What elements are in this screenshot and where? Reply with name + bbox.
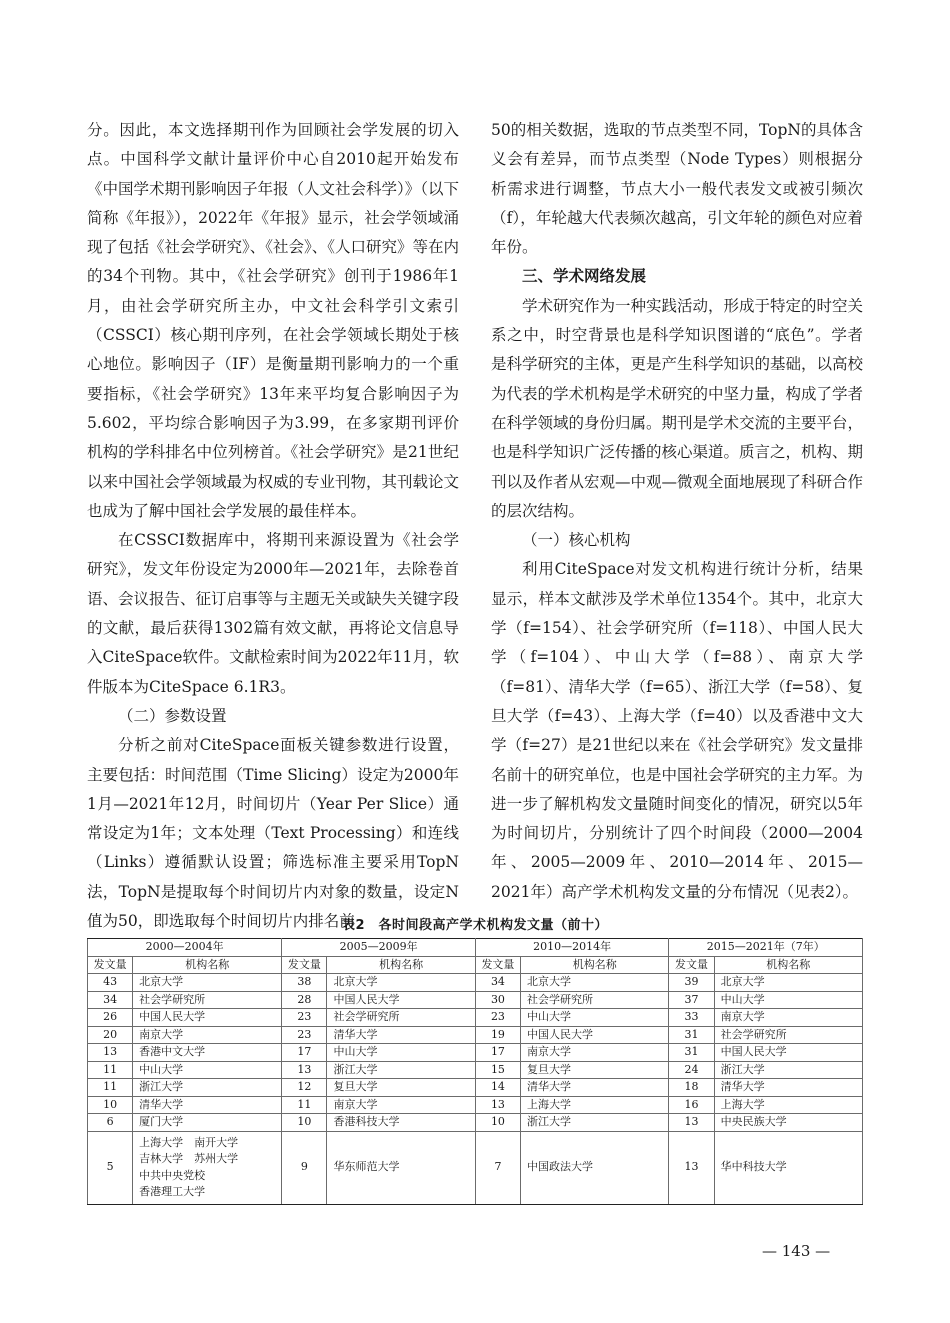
institution-cell: 浙江大学 bbox=[521, 1114, 669, 1132]
institution-cell: 中山大学 bbox=[714, 991, 862, 1009]
count-cell: 13 bbox=[88, 1044, 133, 1062]
institution-cell: 中国政法大学 bbox=[521, 1131, 669, 1204]
period-header-2000-2004: 2000—2004年 bbox=[88, 939, 282, 957]
count-cell: 24 bbox=[669, 1061, 714, 1079]
table-row bbox=[88, 1009, 863, 1027]
paragraph-topn-continued: 50的相关数据，选取的节点类型不同，TopN的具体含义会有差异，而节点类型（Node Types）则根据分析需求进行调整，节点大小一般代表发文或被引频次（f），年轮越大代表频次越高，引文年轮的颜色对应着年份。 bbox=[491, 121, 863, 257]
count-cell: 23 bbox=[282, 1009, 327, 1027]
name-header: 机构名称 bbox=[133, 956, 282, 974]
institution-cell: 清华大学 bbox=[133, 1096, 282, 1114]
institution-cell: 中国人民大学 bbox=[521, 1026, 669, 1044]
institution-cell: 南京大学 bbox=[521, 1044, 669, 1062]
name-header: 机构名称 bbox=[327, 956, 475, 974]
table-row bbox=[88, 991, 863, 1009]
period-header-2005-2009: 2005—2009年 bbox=[282, 939, 476, 957]
institution-cell: 中国人民大学 bbox=[133, 1009, 282, 1027]
institution-cell-multi bbox=[133, 1131, 282, 1204]
institution-cell: 南京大学 bbox=[327, 1096, 475, 1114]
institution-cell: 香港科技大学 bbox=[327, 1114, 475, 1132]
count-cell: 30 bbox=[475, 991, 520, 1009]
count-cell: 26 bbox=[88, 1009, 133, 1027]
count-cell: 23 bbox=[282, 1026, 327, 1044]
count-cell: 19 bbox=[475, 1026, 520, 1044]
count-cell: 18 bbox=[669, 1079, 714, 1097]
institution-cell: 北京大学 bbox=[133, 974, 282, 992]
institution-cell: 南京大学 bbox=[133, 1026, 282, 1044]
count-cell: 13 bbox=[475, 1096, 520, 1114]
institution-cell: 北京大学 bbox=[327, 974, 475, 992]
institution-line: 中共中央党校 bbox=[139, 1168, 206, 1182]
count-cell: 34 bbox=[475, 974, 520, 992]
institution-cell: 中山大学 bbox=[521, 1009, 669, 1027]
period-header-2010-2014: 2010—2014年 bbox=[475, 939, 669, 957]
count-header: 发文量 bbox=[282, 956, 327, 974]
heading-core-institutions: （一）核心机构 bbox=[522, 531, 631, 550]
count-cell: 31 bbox=[669, 1044, 714, 1062]
institution-cell: 上海大学 bbox=[521, 1096, 669, 1114]
paragraph-institution-analysis: 利用CiteSpace对发文机构进行统计分析，结果显示，样本文献涉及学术单位1354个。其中，北京大学（f=154）、社会学研究所（f=118）、中国人民大学（f=104）、中山大学（f=88）、南京大学（f=81）、清华大学（f=65）、浙江大学（f=58）、复旦大学（f=43）、上海大学（f=40）以及香港中文大学（f=27）是21世纪以来在《社会学研究》发文量排名前十的研究单位，也是中国社会学研究的主力军。为进一步了解机构发文量随时间变化的情况，研究以5年为时间切片，分别统计了四个时间段（2000—2004年、2005—2009年、2010—2014年、2015—2021年）高产学术机构发文量的分布情况（见表2）。 bbox=[491, 560, 864, 901]
count-cell: 10 bbox=[88, 1096, 133, 1114]
count-cell: 13 bbox=[282, 1061, 327, 1079]
count-cell: 11 bbox=[88, 1079, 133, 1097]
institution-cell: 中央民族大学 bbox=[714, 1114, 862, 1132]
institution-cell: 清华大学 bbox=[521, 1079, 669, 1097]
table-body bbox=[88, 974, 863, 1205]
table-row bbox=[88, 1061, 863, 1079]
count-cell: 13 bbox=[669, 1131, 714, 1204]
name-header: 机构名称 bbox=[521, 956, 669, 974]
institution-cell: 社会学研究所 bbox=[714, 1026, 862, 1044]
institution-output-table bbox=[87, 938, 863, 1205]
paragraph-academic-practice: 学术研究作为一种实践活动，形成于特定的时空关系之中，时空背景也是科学知识图谱的“底色”。学者是科学研究的主体，更是产生科学知识的基础，以高校为代表的学术机构是学术研究的中坚力量，构成了学者在科学领域的身份归属。期刊是学术交流的主要平台，也是科学知识广泛传播的核心渠道。质言之，机构、期刊以及作者从宏观—中观—微观全面地展现了科研合作的层次结构。 bbox=[491, 296, 864, 520]
institution-cell: 社会学研究所 bbox=[133, 991, 282, 1009]
institution-line: 吉林大学 苏州大学 bbox=[139, 1152, 239, 1165]
table-row bbox=[88, 1096, 863, 1114]
institution-cell: 中山大学 bbox=[327, 1044, 475, 1062]
table-row bbox=[88, 1114, 863, 1132]
institution-cell: 华东师范大学 bbox=[327, 1131, 475, 1204]
institution-cell: 复旦大学 bbox=[521, 1061, 669, 1079]
institution-cell: 北京大学 bbox=[521, 974, 669, 992]
table-column-header-row bbox=[88, 956, 863, 974]
count-cell: 34 bbox=[88, 991, 133, 1009]
count-cell: 33 bbox=[669, 1009, 714, 1027]
count-cell: 13 bbox=[669, 1114, 714, 1132]
count-cell: 14 bbox=[475, 1079, 520, 1097]
institution-cell: 北京大学 bbox=[714, 974, 862, 992]
table-caption: 表2 各时间段高产学术机构发文量（前十） bbox=[341, 918, 609, 933]
table-period-header-row bbox=[88, 939, 863, 957]
count-cell: 6 bbox=[88, 1114, 133, 1132]
count-cell: 17 bbox=[475, 1044, 520, 1062]
count-cell: 28 bbox=[282, 991, 327, 1009]
institution-cell: 浙江大学 bbox=[327, 1061, 475, 1079]
count-cell: 23 bbox=[475, 1009, 520, 1027]
institution-cell: 复旦大学 bbox=[327, 1079, 475, 1097]
institution-line: 香港理工大学 bbox=[139, 1185, 206, 1198]
left-column bbox=[87, 116, 459, 936]
count-cell: 38 bbox=[282, 974, 327, 992]
count-cell: 11 bbox=[282, 1096, 327, 1114]
count-cell: 5 bbox=[88, 1131, 133, 1204]
institution-cell: 社会学研究所 bbox=[521, 991, 669, 1009]
count-cell: 31 bbox=[669, 1026, 714, 1044]
table-row bbox=[88, 1079, 863, 1097]
institution-line: 上海大学 南开大学 bbox=[139, 1135, 239, 1149]
count-cell: 16 bbox=[669, 1096, 714, 1114]
period-header-2015-2021: 2015—2021年（7年） bbox=[669, 939, 863, 957]
page-number: — 143 — bbox=[762, 1242, 831, 1260]
institution-cell: 中国人民大学 bbox=[714, 1044, 862, 1062]
institution-cell: 浙江大学 bbox=[714, 1061, 862, 1079]
table-row bbox=[88, 1026, 863, 1044]
count-header: 发文量 bbox=[669, 956, 714, 974]
count-cell: 12 bbox=[282, 1079, 327, 1097]
table-row-tied bbox=[88, 1131, 863, 1204]
count-cell: 10 bbox=[282, 1114, 327, 1132]
count-cell: 17 bbox=[282, 1044, 327, 1062]
institution-cell: 华中科技大学 bbox=[714, 1131, 862, 1204]
institution-cell: 中国人民大学 bbox=[327, 991, 475, 1009]
count-cell: 7 bbox=[475, 1131, 520, 1204]
count-cell: 15 bbox=[475, 1061, 520, 1079]
count-cell: 39 bbox=[669, 974, 714, 992]
right-column bbox=[491, 116, 863, 907]
count-cell: 43 bbox=[88, 974, 133, 992]
count-cell: 20 bbox=[88, 1026, 133, 1044]
institution-cell: 香港中文大学 bbox=[133, 1044, 282, 1062]
institution-cell: 清华大学 bbox=[327, 1026, 475, 1044]
table-row bbox=[88, 1044, 863, 1062]
heading-parameter-settings: （二）参数设置 bbox=[118, 706, 227, 725]
count-cell: 10 bbox=[475, 1114, 520, 1132]
table-row bbox=[88, 974, 863, 992]
heading-academic-network: 三、学术网络发展 bbox=[522, 267, 647, 286]
institution-cell: 厦门大学 bbox=[133, 1114, 282, 1132]
institution-cell: 上海大学 bbox=[714, 1096, 862, 1114]
paragraph-parameters: 分析之前对CiteSpace面板关键参数进行设置，主要包括：时间范围（Time Slicing）设定为2000年1月—2021年12月，时间切片（Year Per Slice）通常设定为1年；文本处理（Text Processing）和连线（Links）遵循默认设置；筛选标准主要采用TopN法，TopN是提取每个时间切片内对象的数量，设定N值为50，即选取每个时间切片内排名前 bbox=[87, 736, 459, 931]
paragraph-journal-selection: 分。因此，本文选择期刊作为回顾社会学发展的切入点。中国科学文献计量评价中心自2010起开始发布《中国学术期刊影响因子年报（人文社会科学）》（以下简称《年报》），2022年《年报》显示，社会学领域涌现了包括《社会学研究》、《社会》、《人口研究》等在内的34个刊物。其中，《社会学研究》创刊于1986年1月，由社会学研究所主办，中文社会科学引文索引（CSSCI）核心期刊序列，在社会学领域长期处于核心地位。影响因子（IF）是衡量期刊影响力的一个重要指标，《社会学研究》13年来平均复合影响因子为5.602，平均综合影响因子为3.99，在多家期刊评价机构的学科排名中位列榜首。《社会学研究》是21世纪以来中国社会学领域最为权威的专业刊物，其刊载论文也成为了解中国社会学发展的最佳样本。 bbox=[87, 121, 460, 520]
institution-cell: 社会学研究所 bbox=[327, 1009, 475, 1027]
paragraph-data-source: 在CSSCI数据库中，将期刊来源设置为《社会学研究》，发文年份设定为2000年—2021年，去除卷首语、会议报告、征订启事等与主题无关或缺失关键字段的文献，最后获得1302篇有效文献，再将论文信息导入CiteSpace软件。文献检索时间为2022年11月，软件版本为CiteSpace 6.1R3。 bbox=[87, 531, 460, 696]
count-header: 发文量 bbox=[475, 956, 520, 974]
institution-cell: 南京大学 bbox=[714, 1009, 862, 1027]
count-cell: 9 bbox=[282, 1131, 327, 1204]
count-cell: 37 bbox=[669, 991, 714, 1009]
institution-cell: 清华大学 bbox=[714, 1079, 862, 1097]
count-cell: 11 bbox=[88, 1061, 133, 1079]
name-header: 机构名称 bbox=[714, 956, 862, 974]
institution-cell: 浙江大学 bbox=[133, 1079, 282, 1097]
count-header: 发文量 bbox=[88, 956, 133, 974]
institution-cell: 中山大学 bbox=[133, 1061, 282, 1079]
